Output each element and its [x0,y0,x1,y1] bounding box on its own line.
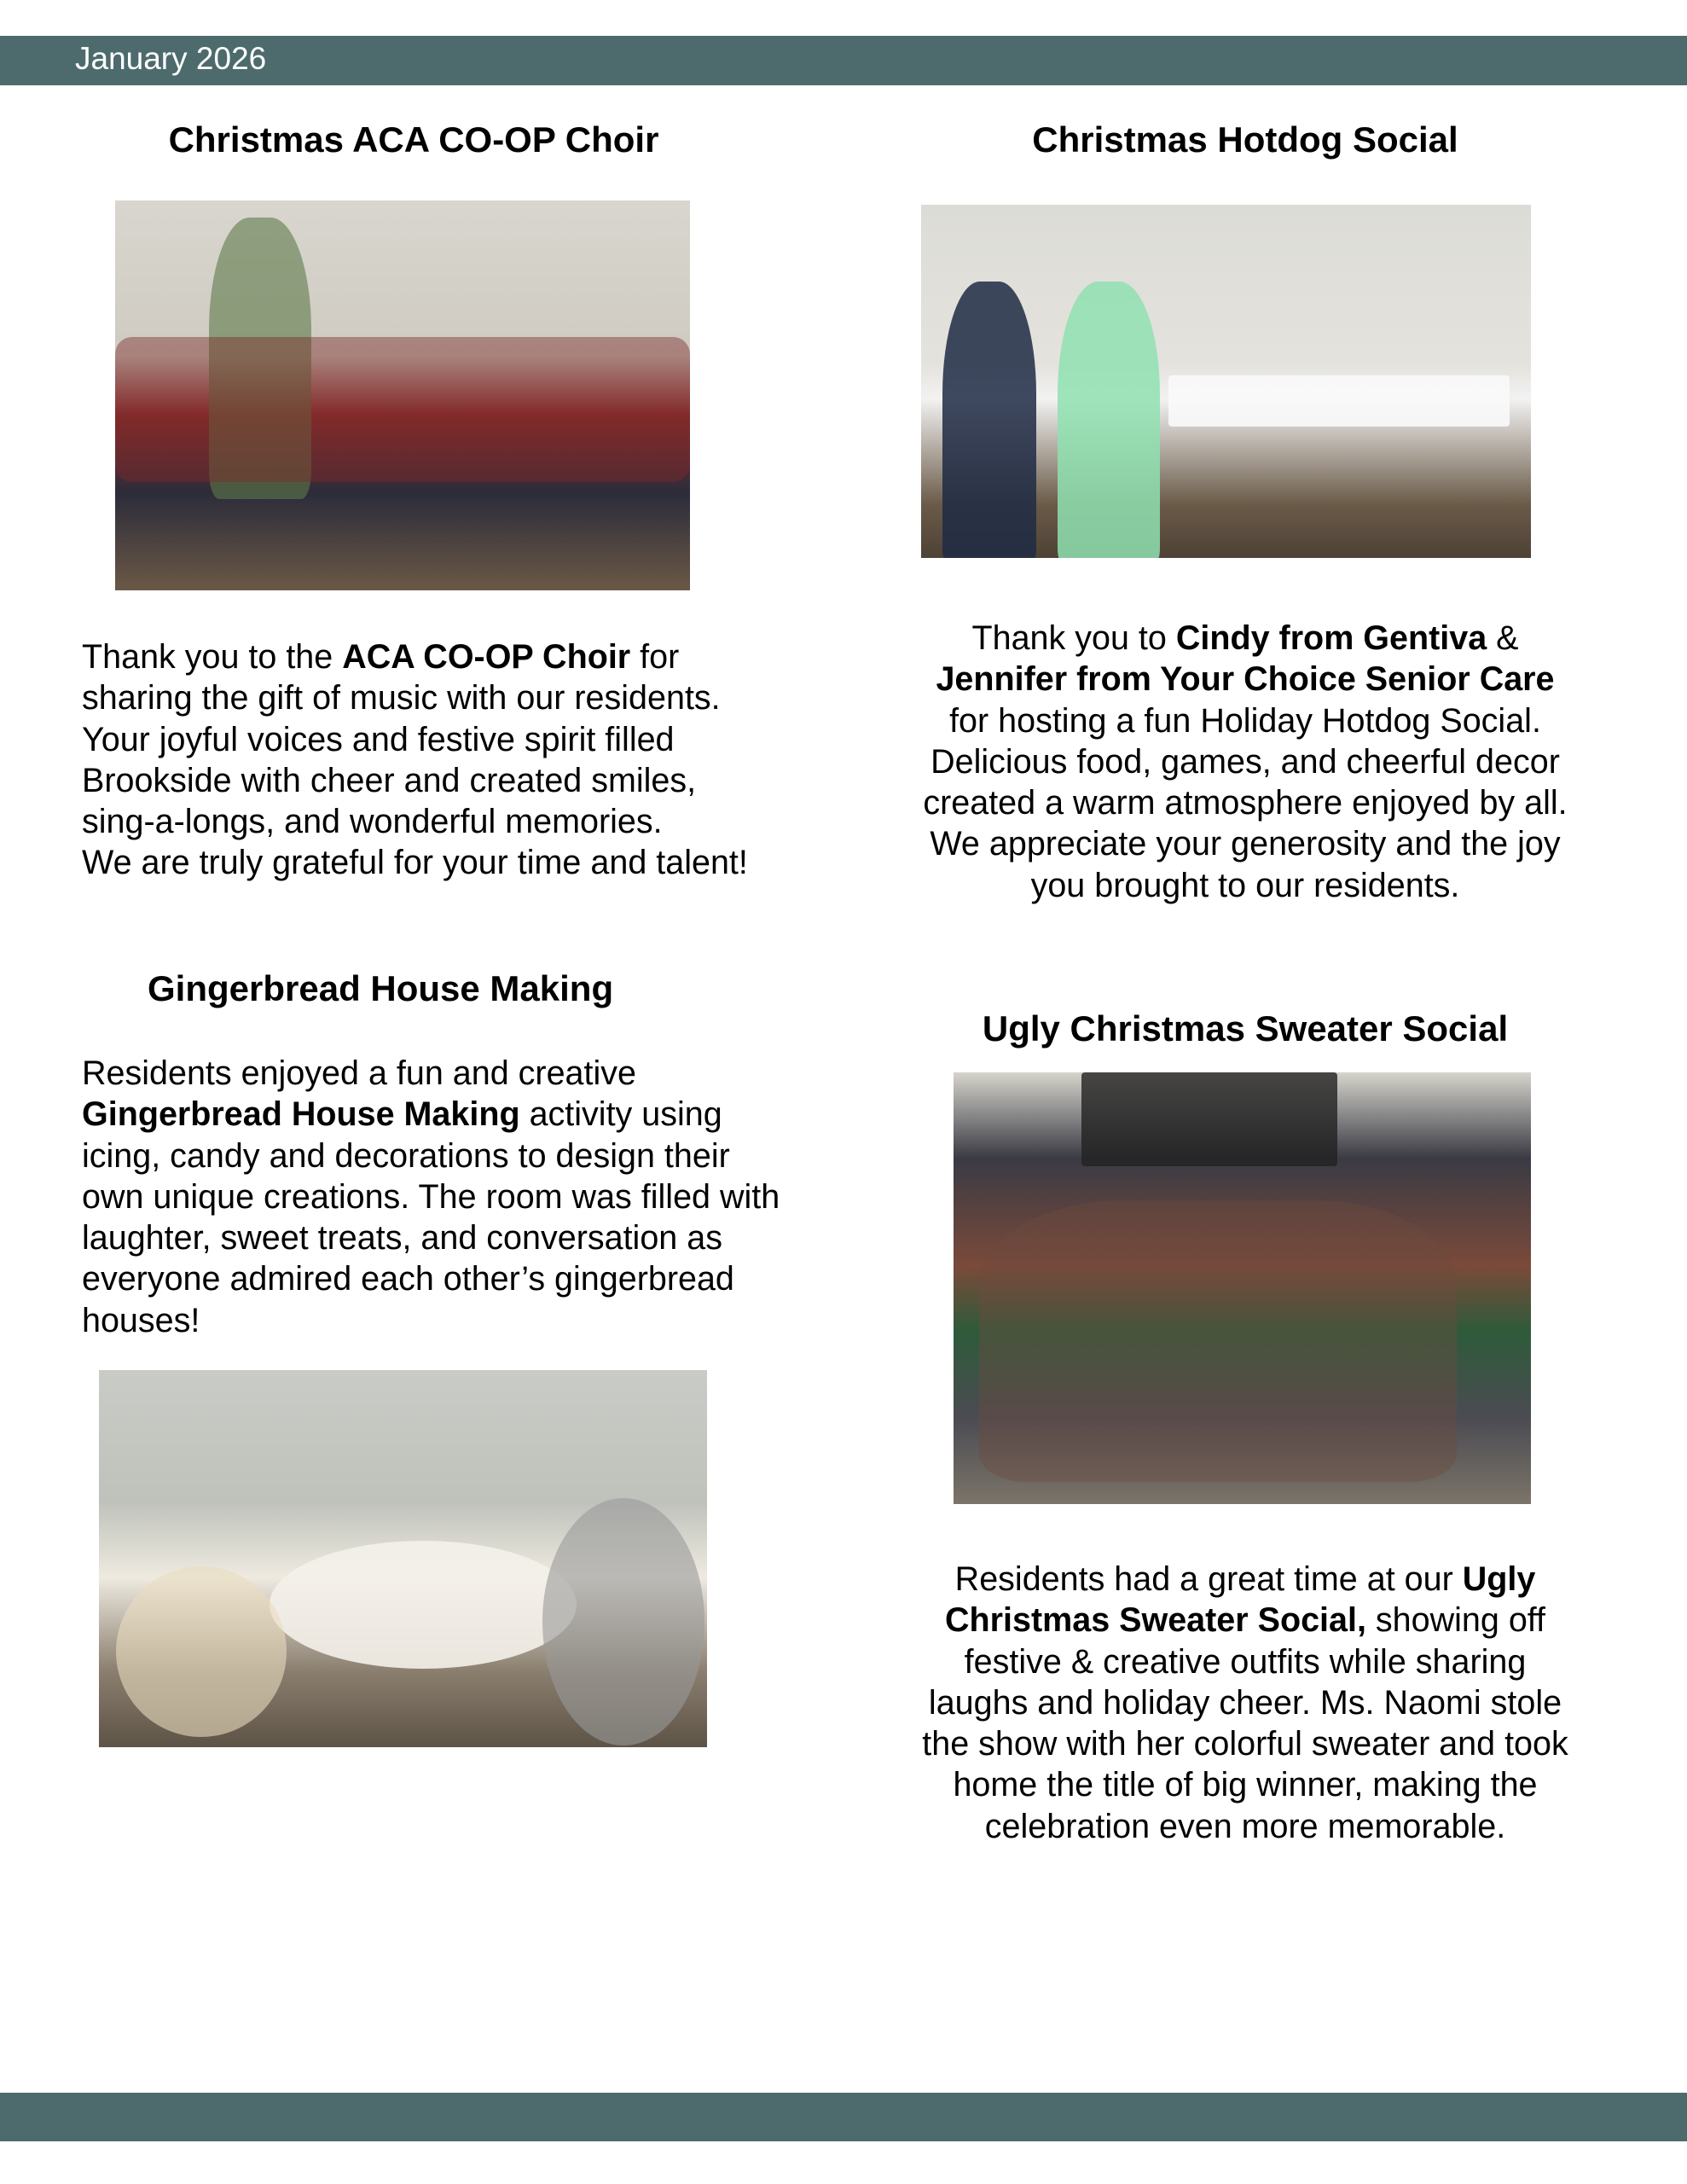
bold-text: Jennifer from Your Choice Senior Care [936,660,1555,699]
text-run: houses! [82,1301,200,1339]
text-line [922,1806,1568,1847]
section-text-choir [82,636,748,884]
text-line [923,700,1567,741]
text-line [82,1053,780,1094]
text-run: We appreciate your generosity and the joy [930,825,1561,863]
text-line [923,659,1567,700]
section-text-sweater [922,1559,1568,1847]
text-run: home the title of big winner, making the [953,1766,1538,1804]
text-line [923,865,1567,906]
text-line [82,677,748,718]
section-text-gingerbread [82,1053,780,1341]
gingerbread-photo [99,1370,707,1747]
bold-text: Ugly [1462,1560,1536,1598]
text-run: sharing the gift of music with our residents. [82,679,721,717]
choir-group-photo [115,200,690,590]
text-line [923,741,1567,782]
text-run: & [1487,619,1519,657]
text-run: Brookside with cheer and created smiles, [82,761,697,799]
sweater-social-photo [954,1072,1531,1504]
issue-date: January 2026 [75,41,267,76]
text-line [82,1176,780,1217]
text-run: festive & creative outfits while sharing [964,1642,1527,1681]
text-line [923,618,1567,659]
text-line [82,1136,780,1176]
text-run: activity using [519,1095,722,1134]
text-line [82,1217,780,1258]
bold-text: Cindy from Gentiva [1175,619,1487,657]
text-line [922,1641,1568,1682]
section-title-choir: Christmas ACA CO-OP Choir [168,119,659,160]
text-line [922,1600,1568,1641]
text-run: laughs and holiday cheer. Ms. Naomi stole [928,1683,1562,1722]
section-text-hotdog [923,618,1567,906]
section-title-sweater: Ugly Christmas Sweater Social [982,1008,1509,1048]
header-bar [0,36,1687,85]
text-run: Thank you to [971,619,1176,657]
text-run: icing, candy and decorations to design their [82,1136,730,1175]
text-line [82,801,748,842]
text-line [923,782,1567,823]
text-run: for hosting a fun Holiday Hotdog Social. [949,701,1541,740]
text-run: Residents had a great time at our [954,1560,1463,1598]
text-line [82,636,748,677]
text-line [922,1559,1568,1600]
text-run: created a warm atmosphere enjoyed by all. [923,784,1568,822]
text-run: Residents enjoyed a fun and creative [82,1054,636,1092]
hotdog-social-photo [921,205,1531,558]
text-run: Your joyful voices and festive spirit filled [82,720,675,758]
bold-text: Gingerbread House Making [82,1095,520,1134]
text-run: sing-a-longs, and wonderful memories. [82,803,663,841]
footer-bar [0,2093,1687,2141]
text-line [922,1723,1568,1764]
section-title-hotdog: Christmas Hotdog Social [1032,119,1458,160]
text-line [82,1300,780,1341]
text-run: showing off [1365,1601,1546,1640]
text-run: laughter, sweet treats, and conversation as [82,1219,722,1258]
bold-text: Christmas Sweater Social, [944,1601,1366,1640]
text-line [923,823,1567,864]
text-run: celebration even more memorable. [984,1807,1506,1845]
text-line [82,1258,780,1299]
text-run: for [630,638,680,676]
text-line [922,1764,1568,1805]
text-run: you brought to our residents. [1030,866,1460,904]
text-line [922,1682,1568,1723]
text-line [82,760,748,801]
text-line [82,1094,780,1135]
text-run: We are truly grateful for your time and talent! [82,844,748,882]
text-run: everyone admired each other’s gingerbread [82,1260,734,1298]
section-title-gingerbread: Gingerbread House Making [148,968,614,1008]
text-run: own unique creations. The room was filled with [82,1177,780,1216]
text-line [82,719,748,760]
text-run: Delicious food, games, and cheerful decor [930,742,1560,781]
bold-text: ACA CO-OP Choir [342,638,631,676]
text-run: Thank you to the [82,638,343,676]
text-line [82,842,748,883]
text-run: the show with her colorful sweater and took [922,1725,1568,1763]
